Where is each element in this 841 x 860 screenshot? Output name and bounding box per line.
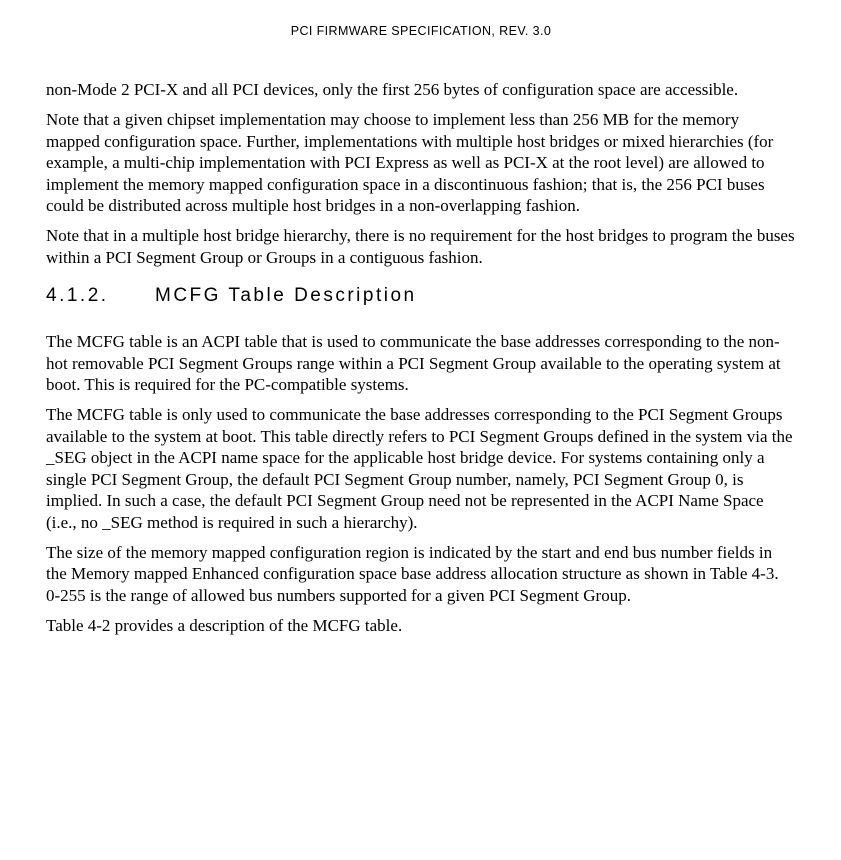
paragraph-intro-1: non-Mode 2 PCI-X and all PCI devices, only the first 256 bytes of configuration space are accessible. (46, 80, 739, 99)
paragraph-mcfg-1: The MCFG table is an ACPI table that is used to communicate the base addresses corresponding to the non-hot removable PCI Segment Groups range within a PCI Segment Group available to the operating system at boot. This is required for the PC-compatible systems. (46, 332, 781, 394)
paragraph-mcfg-4: Table 4-2 provides a description of the MCFG table. (46, 615, 403, 635)
paragraph-intro-3: Note that in a multiple host bridge hierarchy, there is no requirement for the host bridges to program the buses within a PCI Segment Group or Groups in a contiguous fashion. (46, 226, 795, 267)
document-body (46, 79, 796, 636)
section-heading (46, 285, 796, 307)
section-number: 4.1.2. (46, 285, 109, 306)
paragraph-intro-2: Note that a given chipset implementation may choose to implement less than 256 MB for the memory mapped configuration space. Further, implementations with multiple host bridges or mixed hierarchies (for example, a multi-chip implementation with PCI Express as well as PCI-X at the root level) are allowed to implement the memory mapped configuration space in a discontinuous fashion; that is, the 256 PCI buses could be distributed across multiple host bridges in a non-overlapping fashion. (46, 110, 774, 215)
section-title: MCFG Table Description (155, 285, 417, 306)
paragraph-mcfg-2: The MCFG table is only used to communicate the base addresses corresponding to the PCI Segment Groups available to the system at boot. This table directly refers to PCI Segment Groups defined in the system via the _SEG object in the ACPI name space for the applicable host bridge device. For systems containing only a single PCI Segment Group, the default PCI Segment Group number, namely, PCI Segment Group 0, is implied. In such a case, the default PCI Segment Group need not be represented in the ACPI Name Space (i.e., no _SEG method is required in such a hierarchy). (46, 405, 793, 532)
paragraph-mcfg-3: The size of the memory mapped configuration region is indicated by the start and end bus number fields in the Memory mapped Enhanced configuration space base address allocation structure as shown in Table 4-3. 0-255 is the range of allowed bus numbers supported for a given PCI Segment Group. (46, 542, 779, 605)
running-header: PCI FIRMWARE SPECIFICATION, REV. 3.0 (290, 24, 552, 38)
